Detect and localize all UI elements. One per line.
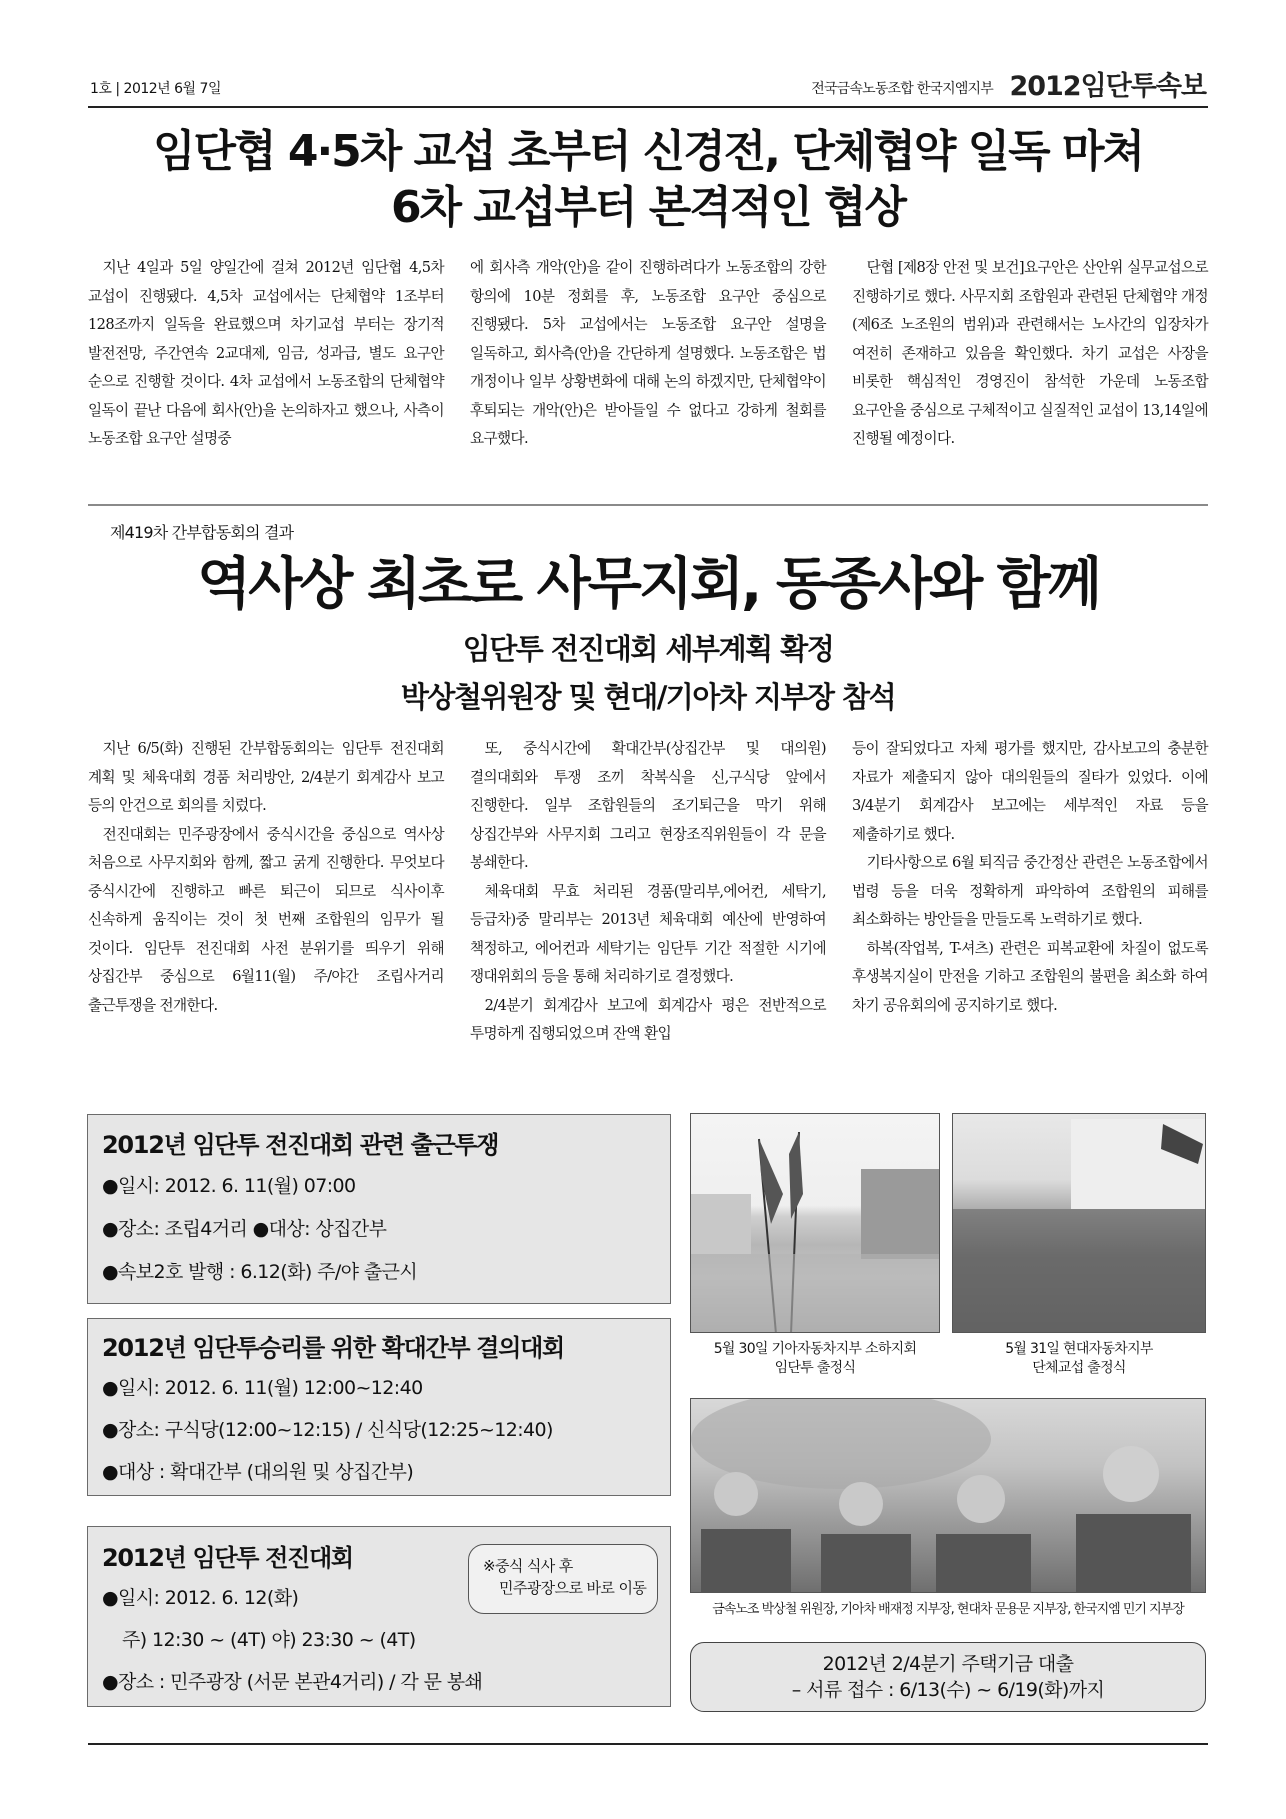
person-head-shape bbox=[714, 1472, 758, 1516]
event-box-line: ●대상 : 확대간부 (대의원 및 상집간부) bbox=[102, 1461, 414, 1483]
event-box-line: ●장소: 조립4거리 ●대상: 상집간부 bbox=[102, 1218, 387, 1240]
person-vest-shape bbox=[1076, 1514, 1191, 1593]
photo-caption-kia bbox=[690, 1340, 940, 1378]
event-box-line: ●일시: 2012. 6. 11(월) 07:00 bbox=[102, 1175, 356, 1197]
article1-headline-line2: 6차 교섭부터 본격적인 협상 bbox=[390, 182, 906, 233]
flag-shape bbox=[789, 1132, 803, 1219]
issue-date: 1호 | 2012년 6월 7일 bbox=[90, 81, 221, 97]
article2-body bbox=[88, 735, 1208, 1049]
event-box-title: 2012년 임단투 전진대회 bbox=[102, 1544, 353, 1572]
article2-headline: 역사상 최초로 사무지회, 동종사와 함께 bbox=[197, 552, 1099, 617]
lunch-note-line: 민주광장으로 바로 이동 bbox=[499, 1579, 647, 1597]
caption-line: 단체교섭 출정식 bbox=[1032, 1360, 1126, 1376]
crowd-shape bbox=[691, 1254, 940, 1333]
event-box-line: ●장소 : 민주광장 (서문 본관4거리) / 각 문 봉쇄 bbox=[102, 1671, 483, 1693]
event-box-title: 2012년 임단투 전진대회 관련 출근투쟁 bbox=[102, 1131, 499, 1159]
event-box-line: ●일시: 2012. 6. 12(화) bbox=[102, 1587, 299, 1609]
paragraph: 기타사항으로 6월 퇴직금 중간정산 관련은 노동조합에서 법령 등을 더욱 정확하게 파악하여 조합원의 피해를 최소화하는 방안들을 만들도록 노력하기로 했다. bbox=[852, 854, 1208, 928]
building-shape bbox=[691, 1194, 751, 1254]
paragraph: 하복(작업복, T-셔츠) 관련은 피복교환에 차질이 없도록 후생복지실이 만전을 기하고 조합원의 불편을 최소화 하여 차기 공유회의에 공지하기로 했다. bbox=[852, 939, 1208, 1014]
paragraph: 단협 [제8장 안전 및 보건]요구안은 산안위 실무교섭으로 진행하기로 했다. 사무지회 조합원과 관련된 단체협약 개정(제6조 노조원의 범위)과 관련해서는 노사간의 입장차가 여전히 존재하고 있음을 확인했다. 차기 교섭은 사장을 비롯한 핵심적인 경영진이 참석한 가운데 노동조합 요구안을 중심으로 구체적이고 실질적인 교섭이 13,14일에 진행될 예정이다. bbox=[852, 259, 1208, 447]
article1-column-1 bbox=[88, 254, 444, 454]
photo-hyundai-rally-illustration bbox=[953, 1114, 1206, 1333]
section-divider bbox=[88, 504, 1208, 506]
photo-hyundai-rally bbox=[952, 1113, 1206, 1333]
photo-kia-rally-illustration bbox=[691, 1114, 940, 1333]
article2-column-2 bbox=[470, 735, 826, 1049]
caption-line: 임단투 출정식 bbox=[774, 1360, 856, 1376]
paragraph: 지난 4일과 5일 양일간에 걸쳐 2012년 임단협 4,5차 교섭이 진행됐다. 4,5차 교섭에서는 단체협약 1조부터 128조까지 일독을 완료했으며 차기교섭 부터는 장기적 발전전망, 주간연속 2교대제, 임금, 성과급, 별도 요구안 순으로 진행할 것이다. 4차 교섭에서 노동조합의 단체협약 일독이 끝난 다음에 회사(안)을 논의하자고 했으나, 사측이 노동조합 요구안 설명중 bbox=[88, 259, 444, 447]
photo-caption-hyundai bbox=[952, 1340, 1206, 1378]
building-shape bbox=[861, 1169, 940, 1259]
event-box-commute-struggle bbox=[87, 1114, 671, 1304]
article1-headline-line1: 임단협 4·5차 교섭 초부터 신경전, 단체협약 일독 마쳐 bbox=[153, 126, 1143, 177]
paragraph: 체육대회 무효 처리된 경품(말리부,에어컨, 세탁기,등급차)중 말리부는 2013년 체육대회 예산에 반영하여 책정하고, 에어컨과 세탁기는 임단투 기간 적절한 시기에 쟁대위회의 등을 통해 처리하기로 결정했다. bbox=[470, 882, 826, 985]
person-vest-shape bbox=[821, 1534, 911, 1593]
person-head-shape bbox=[839, 1482, 883, 1526]
lunch-note bbox=[468, 1544, 658, 1614]
article2-subhead-2: 박상철위원장 및 현대/기아차 지부장 참석 bbox=[400, 680, 896, 714]
crowd-shape bbox=[953, 1209, 1206, 1333]
paragraph: 지난 6/5(화) 진행된 간부합동회의는 임단투 전진대회 계획 및 체육대회 경품 처리방안, 2/4분기 회계감사 보고 등의 안건으로 회의를 치렀다. bbox=[88, 740, 444, 814]
paragraph: 전진대회는 민주광장에서 중식시간을 중심으로 역사상 처음으로 사무지회와 함께, 짧고 굵게 진행한다. 무엇보다 중식시간에 진행하고 빠른 퇴근이 되므로 식사이후 신속하게 움직이는 것이 첫 번째 조합원의 임무가 될 것이다. 임단투 전진대회 사전 분위기를 띄우기 위해 상집간부 중심으로 6월11(월) 주/야간 조립사거리 출근투쟁을 전개한다. bbox=[88, 825, 444, 1014]
article1-column-3 bbox=[852, 254, 1208, 454]
event-box-cadre-rally bbox=[87, 1318, 671, 1496]
building-shape bbox=[1071, 1119, 1206, 1209]
person-head-shape bbox=[957, 1475, 1005, 1523]
footer-rule bbox=[88, 1743, 1208, 1745]
paragraph: 등이 잘되었다고 자체 평가를 했지만, 감사보고의 충분한 자료가 제출되지 않아 대의원들의 질타가 있었다. 이에 3/4분기 회계감사 보고에는 세부적인 자료 등을 제출하기로 했다. bbox=[852, 740, 1208, 843]
event-box-rally bbox=[87, 1526, 671, 1707]
caption-line: 5월 30일 기아자동차지부 소하지회 bbox=[713, 1341, 917, 1357]
person-vest-shape bbox=[701, 1529, 791, 1593]
event-box-line: ●장소: 구식당(12:00~12:15) / 신식당(12:25~12:40) bbox=[102, 1419, 553, 1441]
housing-loan-notice bbox=[690, 1642, 1206, 1712]
article2-column-3 bbox=[852, 735, 1208, 1049]
article1-headline bbox=[88, 124, 1208, 236]
photo-union-leaders-illustration bbox=[691, 1399, 1206, 1593]
person-head-shape bbox=[1103, 1446, 1159, 1502]
page-header bbox=[88, 70, 1208, 108]
paragraph: 또, 중식시간에 확대간부(상집간부 및 대의원) 결의대회와 투쟁 조끼 착복식을 신,구식당 앞에서 진행한다. 일부 조합원들의 조기퇴근을 막기 위해 상집간부와 사무지회 그리고 현장조직위원들이 각 문을 봉쇄한다. bbox=[470, 740, 826, 871]
article2-column-1 bbox=[88, 735, 444, 1049]
loan-notice-line: 2012년 2/4분기 주택기금 대출 bbox=[822, 1653, 1074, 1675]
paragraph: 에 회사측 개악(안)을 같이 진행하려다가 노동조합의 강한 항의에 10분 정회를 후, 노동조합 요구안 중심으로 진행됐다. 5차 교섭에서는 노동조합 요구안 설명을 일독하고, 회사측(안)을 간단하게 설명했다. 노동조합은 법 개정이나 일부 상황변화에 대해 논의 하겠지만, 단체협약이 후퇴되는 개악(안)은 받아들일 수 없다고 강하게 철회를 요구했다. bbox=[470, 259, 826, 447]
event-box-line: ●일시: 2012. 6. 11(월) 12:00~12:40 bbox=[102, 1377, 423, 1399]
photo-union-leaders bbox=[690, 1398, 1206, 1593]
article1-column-2 bbox=[470, 254, 826, 454]
event-box-line: ●속보2호 발행 : 6.12(화) 주/야 출근시 bbox=[102, 1261, 418, 1283]
union-name: 전국금속노동조합 한국지엠지부 bbox=[811, 81, 993, 97]
masthead-logo: 2012임단투속보 bbox=[1009, 71, 1206, 102]
person-vest-shape bbox=[936, 1534, 1031, 1593]
lunch-note-line: ※중식 식사 후 bbox=[483, 1557, 573, 1575]
photo-caption-leaders bbox=[688, 1600, 1208, 1619]
photo-kia-rally bbox=[690, 1113, 940, 1333]
event-box-line: 주) 12:30 ~ (4T) 야) 23:30 ~ (4T) bbox=[122, 1629, 416, 1651]
event-box-title: 2012년 임단투승리를 위한 확대간부 결의대회 bbox=[102, 1334, 564, 1362]
caption-line: 금속노조 박상철 위원장, 기아차 배재정 지부장, 현대차 문용문 지부장, 한국지엠 민기 지부장 bbox=[712, 1602, 1184, 1617]
paragraph: 2/4분기 회계감사 보고에 회계감사 평은 전반적으로 투명하게 집행되었으며 잔액 환입 bbox=[470, 996, 826, 1042]
flag-shape bbox=[759, 1139, 783, 1224]
caption-line: 5월 31일 현대자동차지부 bbox=[1005, 1341, 1153, 1357]
article1-body bbox=[88, 254, 1208, 454]
article2-subhead-1: 임단투 전진대회 세부계획 확정 bbox=[462, 632, 834, 666]
loan-notice-line: – 서류 접수 : 6/13(수) ~ 6/19(화)까지 bbox=[791, 1679, 1105, 1701]
article2-kicker: 제419차 간부합동회의 결과 bbox=[110, 523, 294, 542]
